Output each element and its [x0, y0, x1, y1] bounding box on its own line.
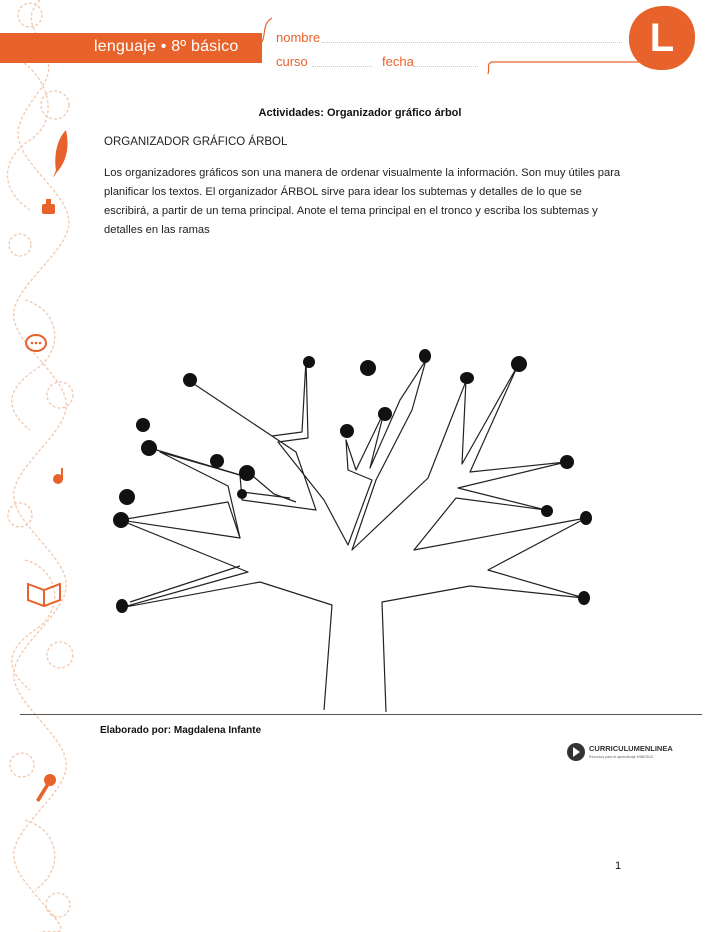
- branch-node: [541, 505, 553, 517]
- fecha-input-line[interactable]: [414, 66, 478, 67]
- branch-node: [360, 360, 376, 376]
- open-book-icon: [28, 584, 60, 606]
- ink-bottle-icon: [42, 199, 55, 214]
- speech-bubble-icon: [26, 335, 46, 351]
- branch-node: [580, 511, 592, 525]
- quill-icon: [53, 130, 68, 178]
- branch-node: [119, 489, 135, 505]
- fecha-label: fecha: [382, 54, 414, 69]
- subject-label: lenguaje • 8º básico: [94, 38, 239, 55]
- nombre-label: nombre: [276, 30, 321, 45]
- author-credit: Elaborado por: Magdalena Infante: [100, 725, 262, 736]
- tree-organizer-diagram: [100, 340, 620, 715]
- branch-node: [113, 512, 129, 528]
- decorative-swirl-border: [0, 0, 90, 932]
- branch-node: [210, 454, 224, 468]
- brand-name: CURRICULUMENLINEA: [589, 744, 673, 753]
- musical-note-icon: [53, 468, 63, 484]
- lenguaje-badge: [627, 4, 697, 72]
- branch-node: [136, 418, 150, 432]
- brand-tagline: Recursos para el aprendizaje MINEDUC: [589, 755, 654, 759]
- badge-letter: L: [649, 16, 675, 60]
- curso-label: curso: [276, 54, 308, 69]
- branch-node: [460, 372, 474, 384]
- tree-trunk-outline: [120, 360, 586, 712]
- branch-node: [560, 455, 574, 469]
- header-field-frame: [260, 12, 640, 82]
- branch-node: [116, 599, 128, 613]
- branch-node: [303, 356, 315, 368]
- instructions-paragraph: Los organizadores gráficos son una manera de ordenar visualmente la información. Son muy útiles para planificar los textos. El organizador ÁRBOL sirve para idear los subtemas y detalles de lo que se escribirá, a partir de un tema principal. Anote el tema principal en el tronco y escriba los subtemas y detalles en las ramas: [104, 167, 621, 236]
- curso-input-line[interactable]: [312, 66, 372, 67]
- microphone-icon: [36, 774, 56, 802]
- branch-node: [141, 440, 157, 456]
- branch-node: [237, 489, 247, 499]
- branch-node: [578, 591, 590, 605]
- nombre-input-line[interactable]: [322, 42, 622, 43]
- branch-node: [340, 424, 354, 438]
- activity-title: Actividades: Organizador gráfico árbol: [258, 107, 462, 119]
- curriculumenlinea-logo: [566, 740, 676, 764]
- page-number: 1: [615, 860, 622, 872]
- branch-node: [183, 373, 197, 387]
- branch-node: [378, 407, 392, 421]
- branch-node: [239, 465, 255, 481]
- branch-node: [511, 356, 527, 372]
- document-heading: ORGANIZADOR GRÁFICO ÁRBOL: [104, 136, 288, 148]
- branch-node: [419, 349, 431, 363]
- footer-rule: [20, 714, 702, 715]
